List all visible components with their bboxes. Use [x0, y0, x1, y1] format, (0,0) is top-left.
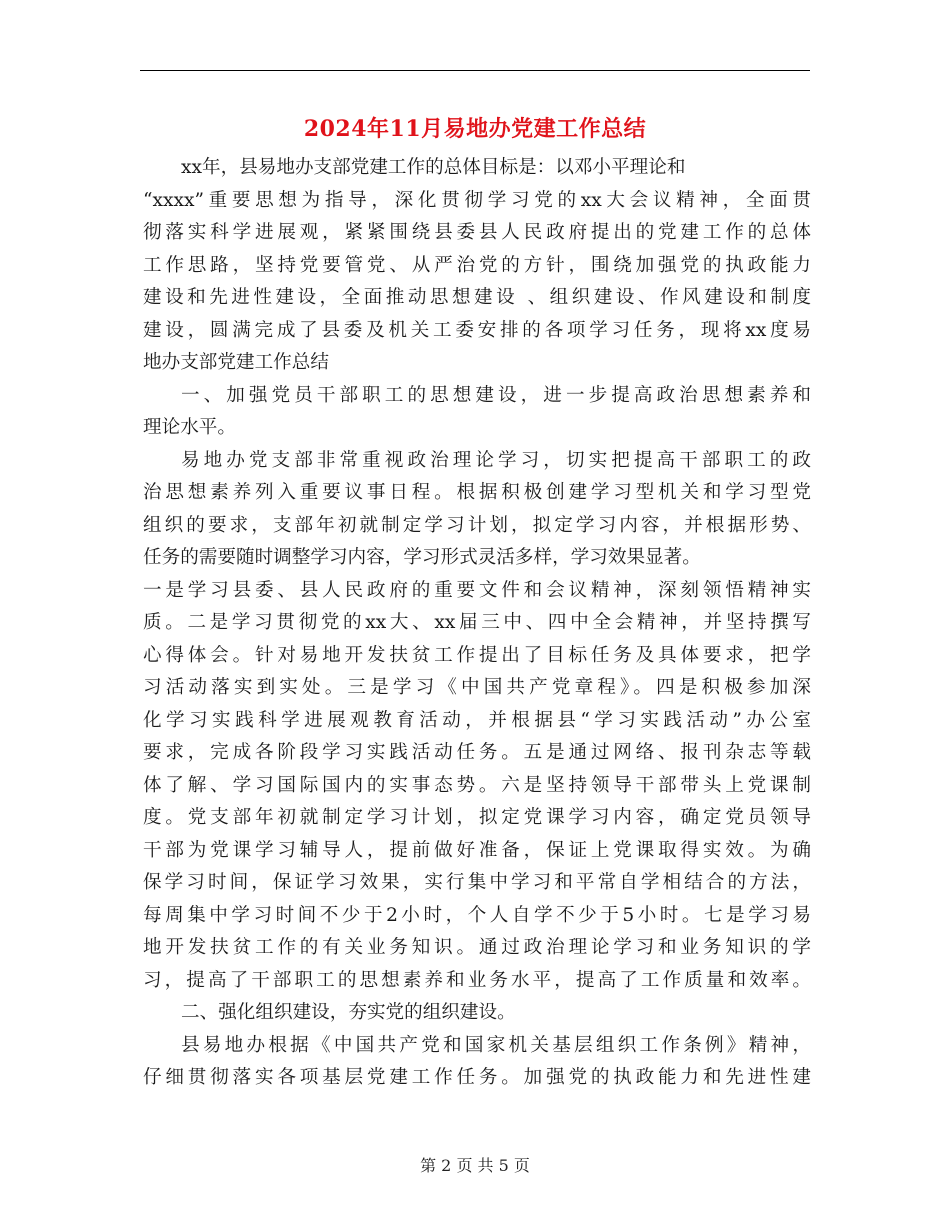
paragraph-line: 要求，完成各阶段学习实践活动任务。五是通过网络、报刊杂志等载 — [143, 742, 811, 763]
paragraph-line: 每周集中学习时间不少于2小时，个人自学不少于5小时。七是学习易 — [143, 904, 811, 926]
paragraph-line: 习，提高了干部职工的思想素养和业务水平，提高了工作质量和效率。 — [143, 969, 811, 991]
paragraph-line: 地办支部党建工作总结 — [143, 352, 329, 373]
paragraph-line: 地开发扶贫工作的有关业务知识。通过政治理论学习和业务知识的学 — [143, 937, 811, 958]
paragraph-line: 县易地办根据《中国共产党和国家机关基层组织工作条例》精神， — [181, 1034, 811, 1056]
document-title: 2024年11月易地办党建工作总结 — [303, 116, 647, 142]
paragraph-line: 二、强化组织建设，夯实党的组织建设。 — [181, 1002, 516, 1023]
paragraph-line: 度。党支部年初就制定学习计划，拟定党课学习内容，确定党员领导 — [143, 807, 811, 828]
paragraph-line: 建设和先进性建设，全面推动思想建设 、组织建设、作风建设和制度 — [143, 287, 811, 308]
paragraph-line: 一是学习县委、县人民政府的重要文件和会议精神，深刻领悟精神实 — [143, 579, 811, 601]
paragraph-line: 化学习实践科学进展观教育活动，并根据县“学习实践活动”办公室 — [143, 709, 811, 731]
paragraph-line: 体了解、学习国际国内的实事态势。六是坚持领导干部带头上党课制 — [143, 774, 811, 796]
paragraph-line: 建设，圆满完成了县委及机关工委安排的各项学习任务，现将xx度易 — [143, 319, 811, 341]
paragraph-line: xx年，县易地办支部党建工作的总体目标是：以邓小平理论和 — [181, 157, 686, 178]
paragraph-line: 理论水平。 — [143, 417, 236, 438]
paragraph-line: 易地办党支部非常重视政治理论学习，切实把提高干部职工的政 — [181, 449, 811, 471]
paragraph-line: “xxxx”重要思想为指导，深化贯彻学习党的xx大会议精神，全面贯 — [143, 189, 811, 211]
paragraph-line: 仔细贯彻落实各项基层党建工作任务。加强党的执政能力和先进性建 — [143, 1067, 811, 1088]
paragraph-line: 工作思路，坚持党要管党、从严治党的方针，围绕加强党的执政能力 — [143, 254, 811, 276]
paragraph-line: 习活动落实到实处。三是学习《中国共产党章程》。四是积极参加深 — [143, 677, 811, 698]
paragraph-line: 组织的要求，支部年初就制定学习计划，拟定学习内容，并根据形势、 — [143, 514, 811, 536]
document-body — [143, 152, 811, 1095]
paragraph-line: 任务的需要随时调整学习内容，学习形式灵活多样，学习效果显著。 — [143, 547, 701, 568]
paragraph-line: 治思想素养列入重要议事日程。根据积极创建学习型机关和学习型党 — [143, 482, 811, 503]
page-footer: 第 2 页 共 5 页 — [420, 1156, 530, 1175]
paragraph-line: 保学习时间，保证学习效果，实行集中学习和平常自学相结合的方法， — [143, 872, 811, 893]
paragraph-line: 干部为党课学习辅导人，提前做好准备，保证上党课取得实效。为确 — [143, 839, 811, 861]
paragraph-line: 心得体会。针对易地开发扶贫工作提出了目标任务及具体要求，把学 — [143, 644, 811, 666]
header-rule — [140, 70, 810, 71]
paragraph-line: 一、加强党员干部职工的思想建设，进一步提高政治思想素养和 — [181, 384, 811, 406]
paragraph-line: 质。二是学习贯彻党的xx大、xx届三中、四中全会精神，并坚持撰写 — [143, 612, 811, 633]
paragraph-line: 彻落实科学进展观，紧紧围绕县委县人民政府提出的党建工作的总体 — [143, 222, 811, 243]
